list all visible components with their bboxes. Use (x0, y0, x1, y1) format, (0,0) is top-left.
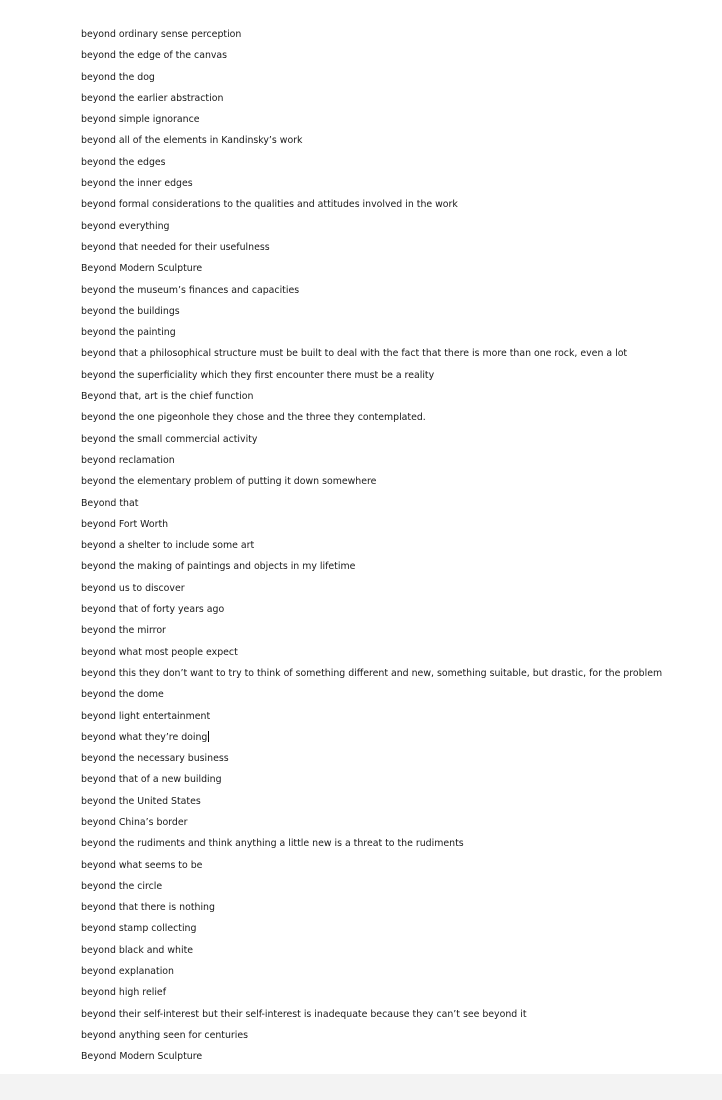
text-line[interactable] (81, 940, 662, 961)
text-line-content: beyond everything (81, 220, 170, 232)
text-line[interactable] (81, 386, 662, 407)
text-line[interactable] (81, 471, 662, 492)
text-line[interactable] (81, 727, 662, 748)
text-line-content: beyond their self-interest but their self-interest is inadequate because they can’t see beyond it (81, 1008, 527, 1020)
text-line-content: Beyond that, art is the chief function (81, 391, 254, 403)
text-line[interactable] (81, 961, 662, 982)
text-line-content: beyond the inner edges (81, 178, 193, 190)
text-line[interactable] (81, 833, 662, 854)
text-line-content: beyond that of forty years ago (81, 604, 225, 616)
text-line[interactable] (81, 109, 662, 130)
text-line[interactable] (81, 1025, 662, 1046)
text-line-content: Beyond Modern Sculpture (81, 263, 203, 275)
text-line[interactable] (81, 876, 662, 897)
text-line-content: beyond all of the elements in Kandinsky’s work (81, 135, 303, 147)
text-line[interactable] (81, 343, 662, 364)
text-line[interactable] (81, 855, 662, 876)
text-line-content: beyond the buildings (81, 305, 180, 317)
text-line-content: beyond the painting (81, 327, 176, 339)
text-line-content: beyond a shelter to include some art (81, 540, 255, 552)
text-line[interactable] (81, 620, 662, 641)
text-line-content: beyond Fort Worth (81, 518, 169, 530)
text-line-content: beyond the making of paintings and objects in my lifetime (81, 561, 356, 573)
text-line[interactable] (81, 280, 662, 301)
text-line[interactable] (81, 684, 662, 705)
text-line[interactable] (81, 24, 662, 45)
text-line-content: beyond what seems to be (81, 859, 203, 871)
text-line-content: beyond the elementary problem of putting it down somewhere (81, 476, 377, 488)
text-line-content: beyond this they don’t want to try to think of something different and new, something suitable, but drastic, for the problem (81, 667, 663, 679)
text-line[interactable] (81, 258, 662, 279)
text-line[interactable] (81, 1004, 662, 1025)
text-line[interactable] (81, 130, 662, 151)
text-line-content: beyond that needed for their usefulness (81, 241, 270, 253)
text-line[interactable] (81, 514, 662, 535)
text-line[interactable] (81, 429, 662, 450)
text-line-content: beyond ordinary sense perception (81, 29, 242, 40)
text-caret (208, 731, 209, 742)
text-line[interactable] (81, 152, 662, 173)
text-line[interactable] (81, 301, 662, 322)
text-line[interactable] (81, 493, 662, 514)
text-line-content: beyond simple ignorance (81, 114, 200, 126)
text-line[interactable] (81, 642, 662, 663)
text-line[interactable] (81, 556, 662, 577)
text-line-content: beyond the small commercial activity (81, 433, 258, 445)
text-line-content: beyond the superficiality which they first encounter there must be a reality (81, 369, 435, 381)
text-line[interactable] (81, 450, 662, 471)
text-line[interactable] (81, 791, 662, 812)
text-line-content: beyond high relief (81, 987, 166, 999)
text-line-content: beyond the one pigeonhole they chose and the three they contemplated. (81, 412, 426, 424)
text-line-content: Beyond Modern Sculpture (81, 1051, 203, 1063)
text-line-content: beyond the museum’s finances and capacities (81, 284, 300, 296)
text-line-content: beyond formal considerations to the qualities and attitudes involved in the work (81, 199, 458, 211)
text-line-content: beyond what they’re doing (81, 731, 208, 743)
text-line-content: beyond the edges (81, 156, 166, 168)
text-line[interactable] (81, 897, 662, 918)
text-line[interactable] (81, 407, 662, 428)
text-line-content: beyond the necessary business (81, 753, 229, 765)
text-line-content: beyond explanation (81, 966, 174, 978)
text-line[interactable] (81, 918, 662, 939)
text-line[interactable] (81, 535, 662, 556)
text-line-content: Beyond that (81, 497, 139, 509)
text-line-content: beyond the edge of the canvas (81, 50, 228, 62)
text-line[interactable] (81, 769, 662, 790)
text-line-content: beyond what most people expect (81, 646, 238, 658)
text-line[interactable] (81, 982, 662, 1003)
text-line[interactable] (81, 88, 662, 109)
text-line[interactable] (81, 812, 662, 833)
text-line-content: beyond reclamation (81, 454, 175, 466)
text-line[interactable] (81, 322, 662, 343)
text-line-content: beyond anything seen for centuries (81, 1029, 249, 1041)
text-line-content: beyond that a philosophical structure must be built to deal with the fact that there is more than one rock, even a lot (81, 348, 628, 360)
text-line[interactable] (81, 748, 662, 769)
text-lines[interactable] (81, 24, 662, 1068)
bottom-bar (0, 1074, 722, 1100)
text-line-content: beyond the earlier abstraction (81, 92, 224, 104)
text-line[interactable] (81, 194, 662, 215)
text-line-content: beyond us to discover (81, 582, 185, 594)
text-line-content: beyond China’s border (81, 816, 188, 828)
text-line[interactable] (81, 578, 662, 599)
text-line-content: beyond the dome (81, 689, 164, 701)
text-line-content: beyond the United States (81, 795, 201, 807)
text-line-content: beyond light entertainment (81, 710, 211, 722)
text-line-content: beyond the rudiments and think anything a little new is a threat to the rudiments (81, 838, 464, 850)
text-line[interactable] (81, 706, 662, 727)
text-line-content: beyond the circle (81, 880, 163, 892)
text-line-content: beyond the mirror (81, 625, 166, 637)
text-line[interactable] (81, 663, 662, 684)
text-line[interactable] (81, 365, 662, 386)
text-line-content: beyond that there is nothing (81, 902, 215, 914)
text-line[interactable] (81, 67, 662, 88)
text-line-content: beyond the dog (81, 71, 155, 83)
text-line-content: beyond that of a new building (81, 774, 222, 786)
text-line-content: beyond stamp collecting (81, 923, 197, 935)
text-line[interactable] (81, 173, 662, 194)
text-line-content: beyond black and white (81, 944, 194, 956)
text-line[interactable] (81, 599, 662, 620)
text-line[interactable] (81, 45, 662, 66)
text-line[interactable] (81, 237, 662, 258)
text-line[interactable] (81, 216, 662, 237)
text-line[interactable] (81, 1046, 662, 1067)
